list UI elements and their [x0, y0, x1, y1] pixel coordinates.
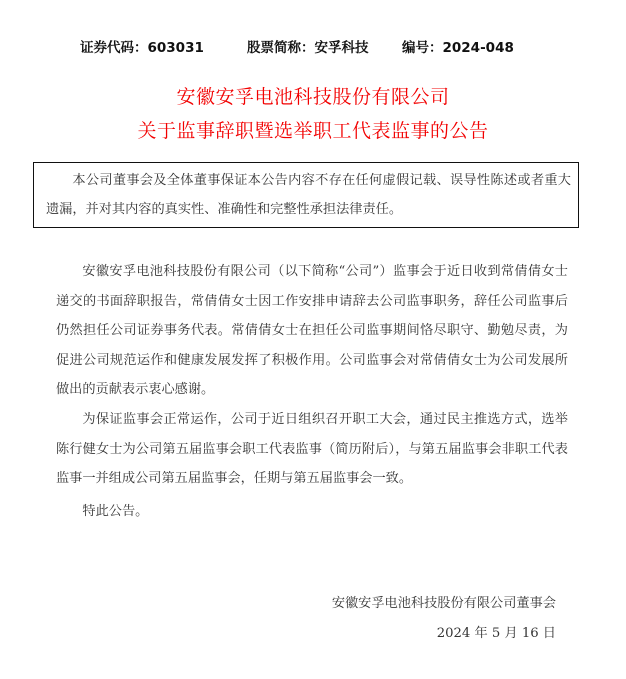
disclaimer-box	[33, 162, 579, 228]
serial-number: 编号：2024-048	[402, 40, 514, 56]
announcement-title: 关于监事辞职暨选举职工代表监事的公告	[137, 120, 489, 142]
issue-date: 2024 年 5 月 16 日	[436, 626, 556, 641]
paragraph-election: 为保证监事会正常运作，公司于近日组织召开职工大会，通过民主推选方式，选举陈行健女士为公司第五届监事会职工代表监事（简历附后），与第五届监事会非职工代表监事一并组成公司第五届监事会，任期与第五届监事会一致。	[56, 412, 568, 486]
disclaimer-text: 本公司董事会及全体董事保证本公告内容不存在任何虚假记载、误导性陈述或者重大遗漏，并对其内容的真实性、准确性和完整性承担法律责任。	[46, 173, 571, 217]
paragraph-closing: 特此公告。	[82, 504, 149, 519]
issuer-signature: 安徽安孚电池科技股份有限公司董事会	[331, 596, 556, 611]
paragraph-resignation: 安徽安孚电池科技股份有限公司（以下简称“公司”）监事会于近日收到常倩倩女士递交的书面辞职报告，常倩倩女士因工作安排申请辞去公司监事职务，辞任公司监事后仍然担任公司证券事务代表。常倩倩女士在担任公司监事期间恪尽职守、勤勉尽责，为促进公司规范运作和健康发展发挥了积极作用。公司监事会对常倩倩女士为公司发展所做出的贡献表示衷心感谢。	[56, 264, 568, 397]
company-title: 安徽安孚电池科技股份有限公司	[176, 86, 450, 108]
stock-name: 股票简称：安孚科技	[247, 40, 369, 56]
stock-code: 证券代码：603031	[80, 40, 204, 56]
